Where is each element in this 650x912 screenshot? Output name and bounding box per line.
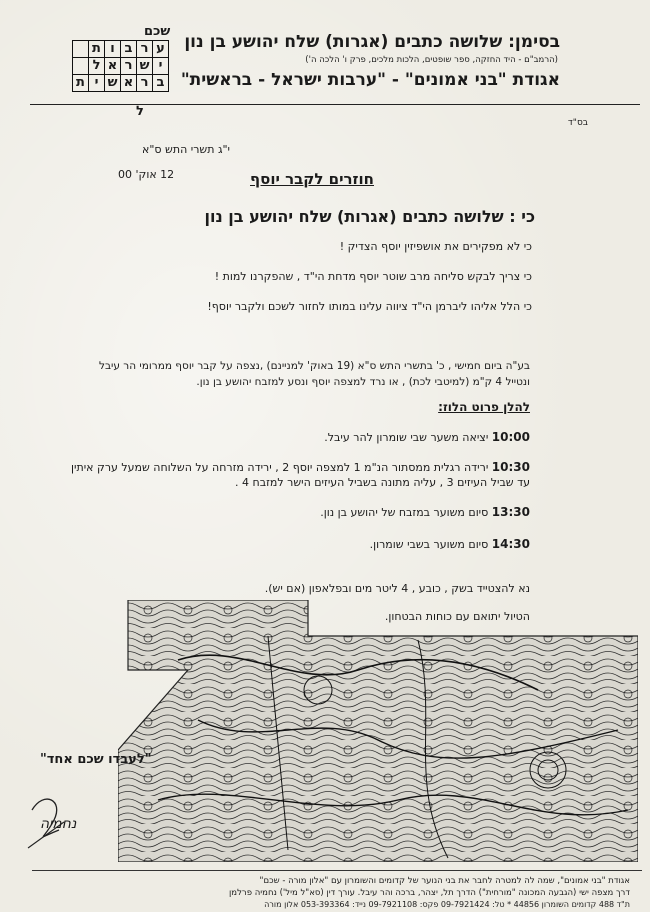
logo-cell: ב bbox=[153, 75, 169, 92]
footer-divider bbox=[32, 870, 642, 871]
schedule-item bbox=[70, 537, 530, 552]
header-line-1: בסימן: שלושה כתבים (אגרות) שלח יהושע בן נון bbox=[184, 32, 560, 52]
schedule-time: 14:30 bbox=[491, 537, 530, 551]
logo-cell: ר bbox=[121, 58, 137, 75]
logo-cell: ע bbox=[153, 41, 169, 58]
note-security: הטיול יתואם עם כוחות הבטחון. bbox=[384, 610, 530, 623]
logo-cell: ת bbox=[73, 75, 89, 92]
signature bbox=[24, 770, 134, 850]
signature-name: נחמיה bbox=[40, 816, 77, 832]
footer-line-3: ת"ד 488 קדומים השומרון 44856 * טל: 09-7921424 פקס: 09-7921108 נייד: 053-393364 אלון מורה bbox=[264, 900, 630, 909]
logo-cell: א bbox=[105, 58, 121, 75]
schedule-item bbox=[70, 430, 530, 445]
schedule-time: 10:30 bbox=[491, 460, 530, 474]
logo-cell: ל bbox=[89, 58, 105, 75]
logo-cell: ו bbox=[105, 41, 121, 58]
intro-paragraph: בע"ה ביום חמישי , כ' בתשרי התש ס"א (19 באוק' למניינם) ,נצפה על קבר יוסף ממרומי הר עיבל ונטייל 4 ק"מ (למיטבי לכת) , או נרד למצפה יוסף ונסע למזבח יהושע בן נון. bbox=[99, 360, 530, 388]
schedule-time: 13:30 bbox=[491, 505, 530, 519]
schedule-time: 10:00 bbox=[491, 430, 530, 444]
schedule-text: ירידה רגלית ממסתור הנ"מ 1 למצפה יוסף 2 , ירידה מזרחה על השלוחה שמעל ערק איתין עד שביל העיזים 3 , עליה מתונה בשביל העיזים הישר למזבח 4 . bbox=[71, 461, 530, 489]
header-line-2: (הרמב"ם - היד החזקה, ספר שופטים, הלכות מלכים, פרק ו' הלכה ה') bbox=[305, 55, 558, 65]
schedule-text: סיום משוער בשבי שומרון. bbox=[369, 538, 489, 551]
footer-line-2: דרך מצפה ישי (הגבעה המכונה "מורחית") הדרך תל, יצהר, ברכה והר עיבל. עורך דין (סא"ל מיל') נחמיה פרלמן bbox=[228, 888, 630, 898]
reason-1: כי לא מפקירים את אושפיזין יוסף הצדיק ! bbox=[339, 240, 532, 253]
logo-cell: ב bbox=[121, 41, 137, 58]
logo-cell: ת bbox=[89, 41, 105, 58]
logo-tail-letter: ל bbox=[136, 104, 144, 119]
logo-cell: ר bbox=[137, 41, 153, 58]
schedule-item bbox=[70, 460, 530, 490]
logo-cell: י bbox=[89, 75, 105, 92]
logo-cell: א bbox=[121, 75, 137, 92]
page-title: חוזרים לקבר יוסף bbox=[250, 170, 374, 188]
topographic-map bbox=[118, 600, 638, 862]
date-hebrew: י"ג תשרי התש ס"א bbox=[142, 143, 230, 156]
slogan: "לעבדו שכם אחד" bbox=[40, 752, 152, 767]
date-gregorian: 12 אוק' 00 bbox=[118, 168, 175, 181]
schedule-text: סיום משוער במזבח של יהושע בן נון. bbox=[320, 506, 489, 519]
reason-3: כי הלל אליהו ליברמן הי"ד ציווה עלינו במותו לחזור לשכם ולקבר יוסף! bbox=[207, 300, 532, 313]
note-equipment: נא להצטייד בשק , כובע , 4 ליטר מים ובפלאפון (אם יש). bbox=[264, 582, 530, 595]
subtitle: כי : שלושה כתבים (אגרות) שלח יהושע בן נון bbox=[204, 207, 535, 226]
logo-cell: ר bbox=[137, 75, 153, 92]
logo-city: שכם bbox=[144, 24, 171, 39]
logo-cell: ש bbox=[105, 75, 121, 92]
header-line-3: אגודת "בני אמונים" - "ערבות ישראל - בראשית" bbox=[180, 70, 560, 90]
logo-cell: י bbox=[153, 58, 169, 75]
schedule-text: יציאה משער שבי שומרון להר עיבל. bbox=[324, 431, 489, 444]
schedule-title: להלן פרוט הלוז: bbox=[438, 400, 530, 414]
reason-2: כי צריך לבקש סליחה מרב שוטר יוסף מדחת הי"ד , שהפקרנו למות ! bbox=[214, 270, 532, 283]
bsd-mark: בס"ד bbox=[567, 118, 588, 128]
schedule-item bbox=[70, 505, 530, 520]
footer-line-1: אגודת "בני אמונים", שמה לה למטרה לחבר את בני הנוער של קדומים והשומרון עם "אלון מורה - שכם" bbox=[259, 876, 630, 886]
logo-cell: ש bbox=[137, 58, 153, 75]
header-divider bbox=[30, 104, 640, 105]
